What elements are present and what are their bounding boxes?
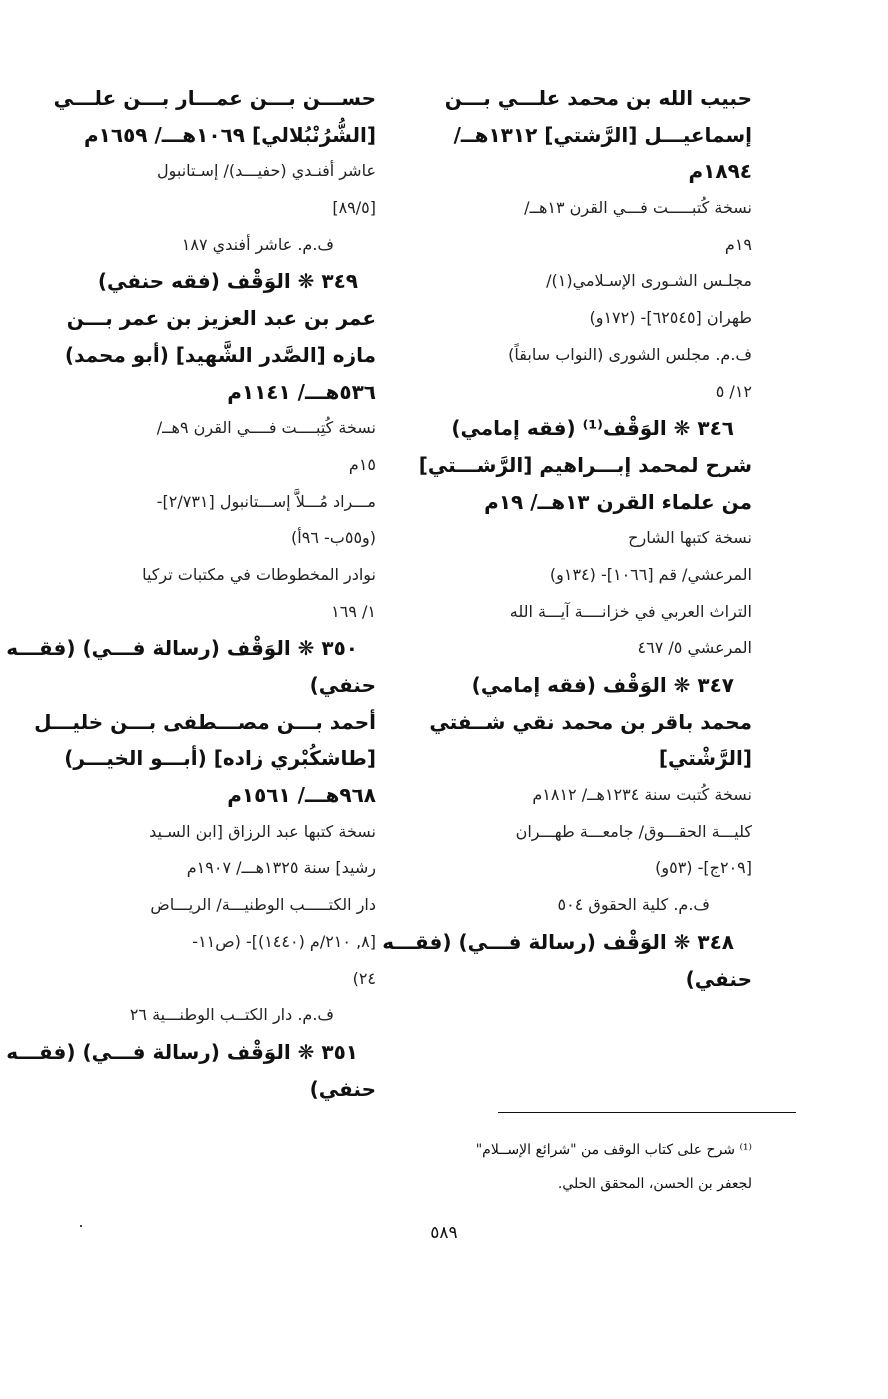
left-column-line: ٣٥١ ❋ الوَقْف (رسالة فـــي) (فقـــه — [6, 1039, 358, 1064]
left-column-line: ٣٥٠ ❋ الوَقْف (رسالة فـــي) (فقـــه — [6, 636, 358, 661]
left-column-line: حنفي) — [309, 1076, 376, 1101]
right-column-line: شرح لمحمد إبـــراهيم [الرَّشـــتي] — [418, 452, 752, 477]
left-column-line: مازه [الصَّدر الشَّهيد] (أبو محمد) — [64, 342, 376, 367]
right-column-line: [الرَّشْتي] — [658, 746, 752, 771]
right-column-line: ١٨٩٤م — [688, 159, 752, 184]
left-column-line: حنفي) — [309, 673, 376, 697]
left-column-line: عمر بن عبد العزيز بن عمر بـــن — [66, 306, 376, 331]
left-column-line: [طاشكُبْري زاده] (أبـــو الخيـــر) — [64, 746, 376, 771]
left-column-line: ٣٤٩ ❋ الوَقْف (فقه حنفي) — [97, 269, 358, 294]
right-column-line: حنفي) — [685, 966, 752, 991]
left-column-line: نوادر المخطوطات في مكتبات تركيا — [142, 564, 376, 584]
right-column-line: ٣٤٧ ❋ الوَقْف (فقه إمامي) — [471, 673, 734, 697]
right-column-line: ف.م. كلية الحقوق ٥٠٤ — [557, 895, 710, 915]
left-column-line: نسخة كتبها عبد الرزاق [ابن السـيد — [149, 821, 376, 841]
page-number: ٥٨٩ — [430, 1223, 458, 1243]
left-column-line: حســـن بـــن عمـــار بـــن علـــي — [53, 86, 376, 110]
left-column-line: ٥٣٦هـــ/ ١١٤١م — [227, 379, 376, 404]
left-column-line: ٢٤) — [352, 968, 376, 988]
right-column-line: كليـــة الحقـــوق/ جامعـــة طهـــران — [515, 821, 752, 841]
left-column-line: ف.م. دار الكتــب الوطنـــية ٢٦ — [129, 1005, 334, 1025]
footnote-divider — [498, 1112, 796, 1113]
right-column — [382, 80, 752, 997]
left-column — [6, 80, 376, 1107]
left-column-line: [٨, ٢١٠/م (١٤٤٠)]- (ص١١- — [192, 931, 376, 951]
right-column-line: ف.م. مجلس الشورى (النواب سابقاً) — [508, 344, 752, 364]
left-column-line: ٩٦٨هـــ/ ١٥٦١م — [227, 783, 376, 808]
right-column-line: ١٩م — [724, 234, 752, 254]
scan-speck — [80, 1225, 82, 1227]
left-column-line: عاشر أفنـدي (حفيـــد)/ إسـتانبول — [156, 161, 376, 181]
left-column-line: دار الكتـــــب الوطنيـــة/ الريـــاض — [150, 895, 376, 915]
left-column-line: [الشُّرُنْبُلالي] ١٠٦٩هـــ/ ١٦٥٩م — [84, 122, 376, 147]
left-column-line: (و٥٥ب- ٩٦أ) — [291, 528, 376, 548]
left-column-line: نسخة كُتِبــــت فــــي القرن ٩هــ/ — [156, 418, 376, 438]
right-column-line: إسماعيـــل [الرَّشتي] ١٣١٢هــ/ — [453, 122, 752, 147]
right-column-line: محمد باقر بن محمد نقي شــفتي — [429, 709, 752, 734]
left-column-line: مـــراد مُـــلاَّ إســـتانبول [٢/٧٣١]- — [156, 491, 376, 511]
right-column-line: نسخة كُتبت سنة ١٢٣٤هــ/ ١٨١٢م — [532, 785, 752, 805]
right-column-line: ٣٤٨ ❋ الوَقْف (رسالة فـــي) (فقـــه — [382, 929, 734, 954]
right-column-line: من علماء القرن ١٣هــ/ ١٩م — [484, 489, 752, 514]
left-column-line: [٨٩/٥] — [332, 198, 376, 218]
left-column-line: ١٥م — [348, 454, 376, 474]
right-column-line: مجلـس الشـورى الإسـلامي(١)/ — [546, 271, 752, 291]
right-column-line: التراث العربي في خزانــــة آيـــة الله — [509, 601, 752, 621]
right-column-line: المرعشي ٥/ ٤٦٧ — [637, 638, 752, 658]
left-column-line: ١/ ١٦٩ — [331, 601, 376, 621]
right-column-line: حبيب الله بن محمد علـــي بـــن — [444, 86, 752, 110]
right-column-line: طهران [٦٢٥٤٥]- (١٧٢و) — [589, 308, 752, 328]
left-column-line: ف.م. عاشر أفندي ١٨٧ — [181, 234, 334, 254]
right-column-line: [٢٠٩ج]- (٥٣و) — [655, 858, 752, 878]
footnote-line-1: ⁽¹⁾ شرح على كتاب الوقف من "شرائع الإســلام" — [475, 1142, 752, 1158]
right-column-line: ١٢/ ٥ — [715, 381, 752, 401]
left-column-line: أحمد بـــن مصـــطفى بـــن خليـــل — [34, 709, 376, 734]
right-column-line: نسخة كُتبـــــت فـــي القرن ١٣هــ/ — [524, 198, 752, 218]
right-column-line: المرعشي/ قم [١٠٦٦]- (١٣٤و) — [549, 564, 752, 584]
right-column-line: نسخة كتبها الشارح — [628, 528, 752, 548]
left-column-line: رشيد] سنة ١٣٢٥هـــ/ ١٩٠٧م — [186, 858, 376, 878]
footnote-line-2: لجعفر بن الحسن، المحقق الحلي. — [557, 1176, 752, 1192]
right-column-line: ٣٤٦ ❋ الوَقْف⁽¹⁾ (فقه إمامي) — [451, 416, 734, 441]
